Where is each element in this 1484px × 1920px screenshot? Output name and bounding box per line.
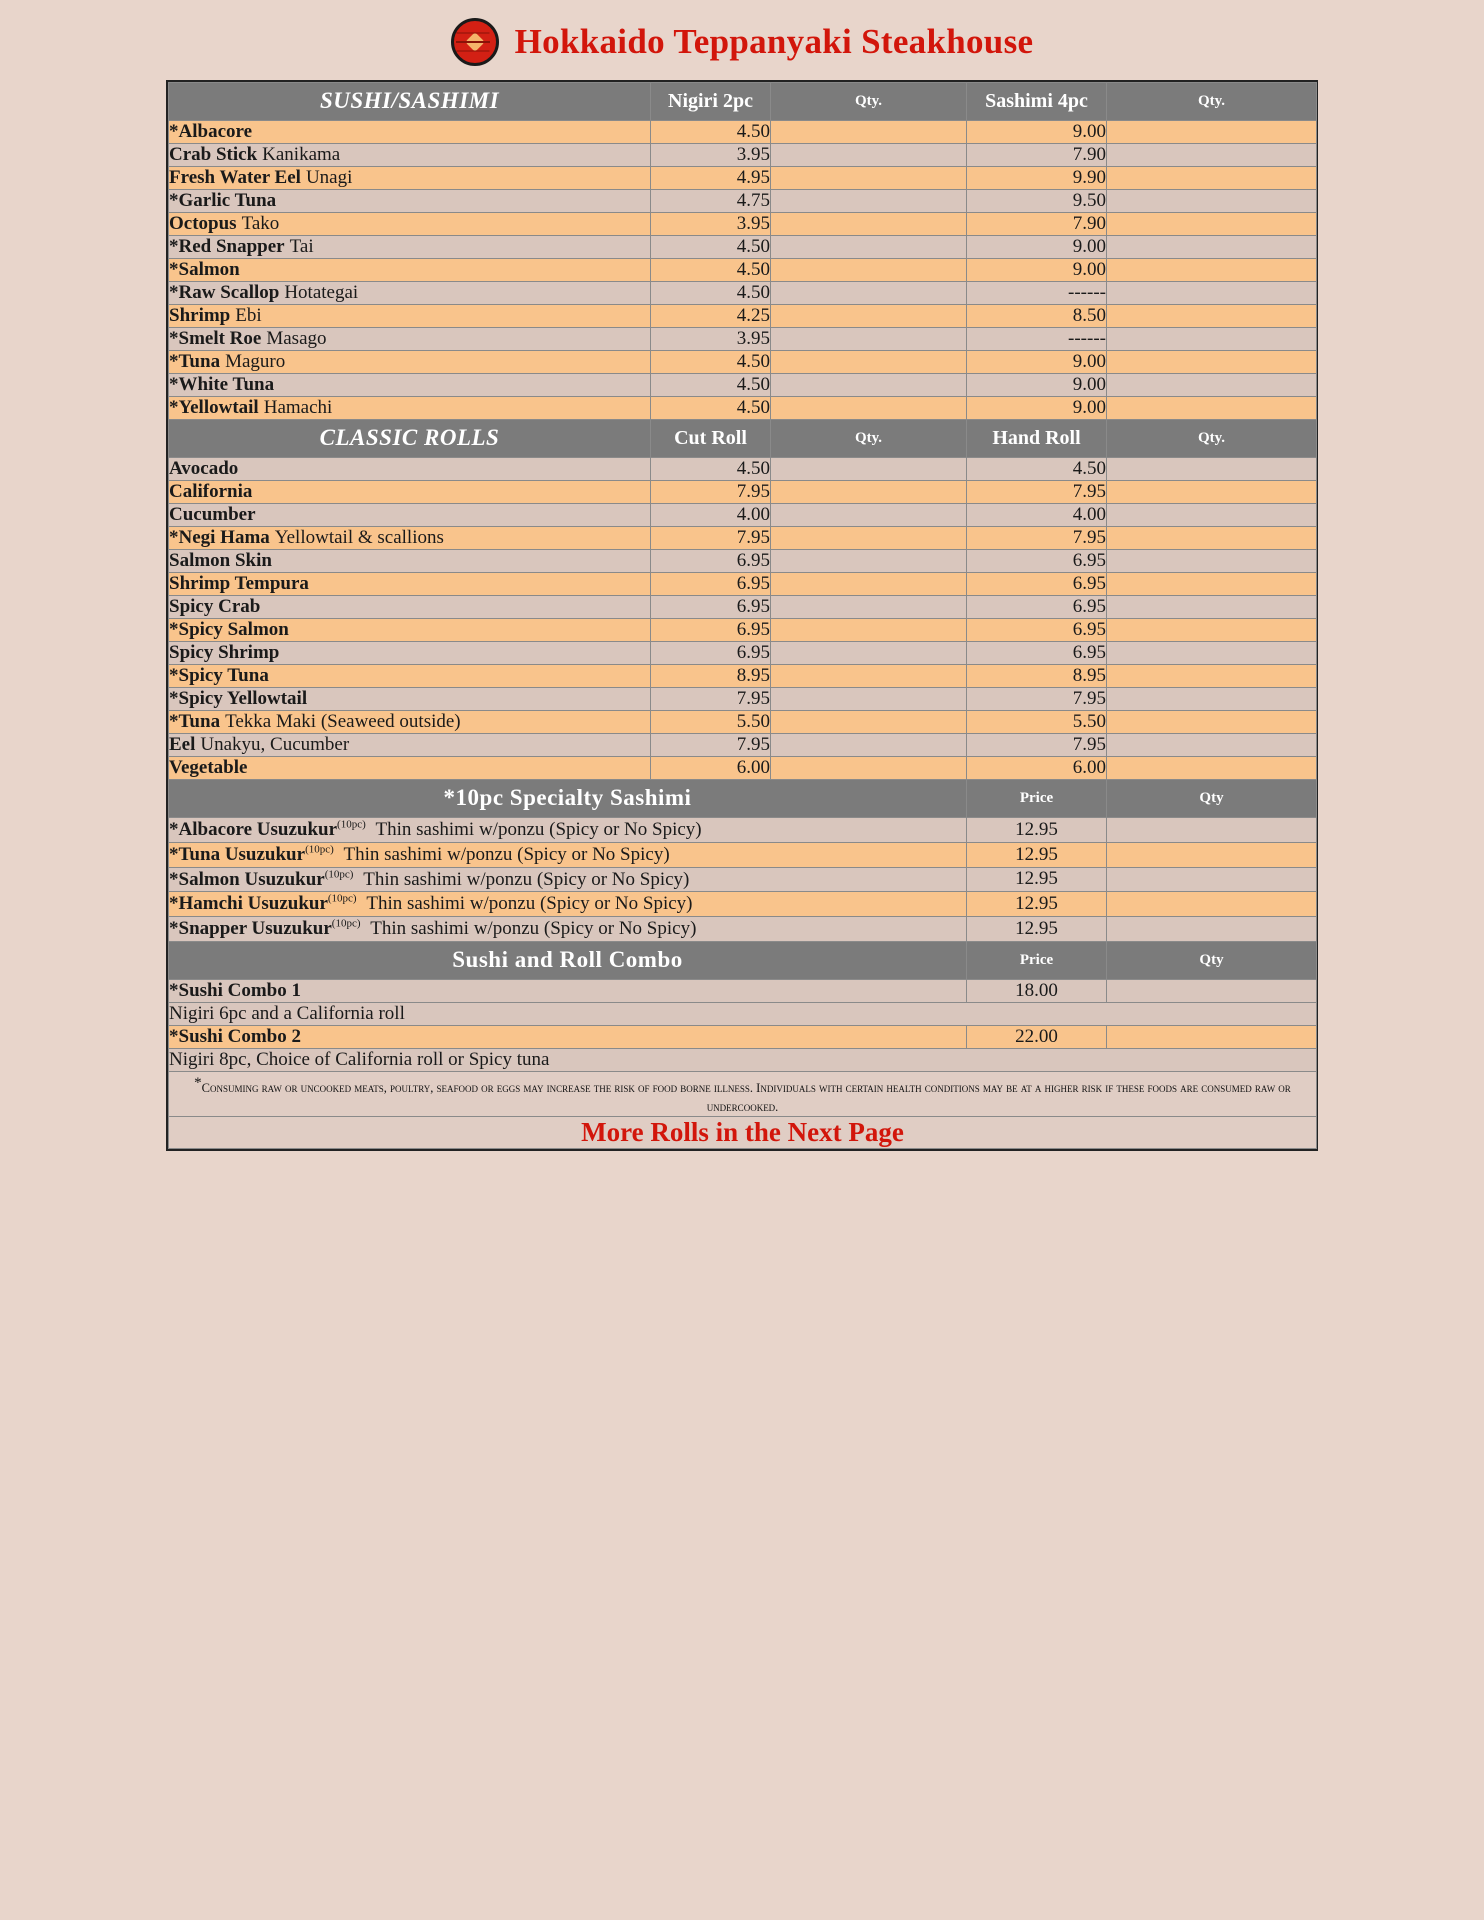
qty-input-nigiri[interactable] — [771, 328, 967, 351]
item-price-nigiri: 4.50 — [651, 374, 771, 397]
item-price-sashimi: 9.90 — [967, 167, 1107, 190]
item-price-hand-roll: 4.50 — [967, 458, 1107, 481]
qty-input-hand-roll[interactable] — [1107, 573, 1317, 596]
table-row — [169, 550, 1317, 573]
column-header-qty: Qty — [1107, 941, 1317, 979]
item-name: California — [169, 481, 651, 504]
column-header-qty-2: Qty. — [1107, 83, 1317, 121]
menu-frame — [166, 80, 1318, 1151]
page-header — [0, 18, 1484, 66]
qty-input-hand-roll[interactable] — [1107, 596, 1317, 619]
qty-input[interactable] — [1107, 979, 1317, 1002]
column-header-nigiri: Nigiri 2pc — [651, 83, 771, 121]
qty-input-hand-roll[interactable] — [1107, 665, 1317, 688]
item-price-sashimi: ------ — [967, 282, 1107, 305]
item-price-sashimi: 9.50 — [967, 190, 1107, 213]
item-price-cut-roll: 6.95 — [651, 596, 771, 619]
qty-input-hand-roll[interactable] — [1107, 711, 1317, 734]
item-price-cut-roll: 7.95 — [651, 734, 771, 757]
column-header-qty-1: Qty. — [771, 420, 967, 458]
item-price-cut-roll: 6.95 — [651, 619, 771, 642]
item-name: *Albacore — [169, 121, 651, 144]
table-row — [169, 979, 1317, 1002]
table-row — [169, 867, 1317, 892]
column-header-qty: Qty — [1107, 780, 1317, 818]
table-row — [169, 642, 1317, 665]
section-title: *10pc Specialty Sashimi — [169, 780, 967, 818]
qty-input-sashimi[interactable] — [1107, 351, 1317, 374]
item-name: Spicy Crab — [169, 596, 651, 619]
item-name: *Albacore Usuzukur$^{(10pc)}$ Thin sashimi w/ponzu (Spicy or No Spicy) — [169, 818, 967, 843]
item-price-hand-roll: 7.95 — [967, 734, 1107, 757]
item-price-nigiri: 4.50 — [651, 236, 771, 259]
qty-input-hand-roll[interactable] — [1107, 458, 1317, 481]
qty-input-sashimi[interactable] — [1107, 374, 1317, 397]
column-header-price: Price — [967, 780, 1107, 818]
qty-input-sashimi[interactable] — [1107, 213, 1317, 236]
qty-input-hand-roll[interactable] — [1107, 757, 1317, 780]
item-name: *Snapper Usuzukur$^{(10pc)}$ Thin sashimi w/ponzu (Spicy or No Spicy) — [169, 917, 967, 942]
table-row — [169, 190, 1317, 213]
qty-input-sashimi[interactable] — [1107, 144, 1317, 167]
item-name: Shrimp Tempura — [169, 573, 651, 596]
qty-input-sashimi[interactable] — [1107, 236, 1317, 259]
table-row — [169, 818, 1317, 843]
qty-input-hand-roll[interactable] — [1107, 481, 1317, 504]
item-price-hand-roll: 7.95 — [967, 481, 1107, 504]
qty-input-nigiri[interactable] — [771, 121, 967, 144]
table-row — [169, 596, 1317, 619]
item-price-hand-roll: 6.00 — [967, 757, 1107, 780]
table-row — [169, 481, 1317, 504]
combo-description: Nigiri 8pc, Choice of California roll or Spicy tuna — [169, 1048, 1317, 1071]
item-price-cut-roll: 6.95 — [651, 642, 771, 665]
item-price-nigiri: 3.95 — [651, 328, 771, 351]
item-price-nigiri: 3.95 — [651, 144, 771, 167]
item-price-hand-roll: 4.00 — [967, 504, 1107, 527]
item-price-nigiri: 4.25 — [651, 305, 771, 328]
item-name: *Salmon Usuzukur$^{(10pc)}$ Thin sashimi w/ponzu (Spicy or No Spicy) — [169, 867, 967, 892]
qty-input-hand-roll[interactable] — [1107, 504, 1317, 527]
item-name: Octopus Tako — [169, 213, 651, 236]
item-name: *Raw Scallop Hotategai — [169, 282, 651, 305]
combo-description-row — [169, 1048, 1317, 1071]
item-price-hand-roll: 6.95 — [967, 596, 1107, 619]
item-price-hand-roll: 7.95 — [967, 688, 1107, 711]
item-price-cut-roll: 8.95 — [651, 665, 771, 688]
item-name: *Hamchi Usuzukur$^{(10pc)}$ Thin sashimi w/ponzu (Spicy or No Spicy) — [169, 892, 967, 917]
qty-input-cut-roll[interactable] — [771, 550, 967, 573]
item-price-nigiri: 4.50 — [651, 259, 771, 282]
item-price-cut-roll: 7.95 — [651, 688, 771, 711]
item-price-nigiri: 4.50 — [651, 397, 771, 420]
table-row — [169, 665, 1317, 688]
item-price: 12.95 — [967, 867, 1107, 892]
table-row — [169, 892, 1317, 917]
qty-input-nigiri[interactable] — [771, 167, 967, 190]
footer-row — [169, 1117, 1317, 1149]
disclaimer-row — [169, 1071, 1317, 1117]
item-name: Avocado — [169, 458, 651, 481]
qty-input[interactable] — [1107, 818, 1317, 843]
item-price-cut-roll: 4.00 — [651, 504, 771, 527]
section-title: Sushi and Roll Combo — [169, 941, 967, 979]
section-header-sushi-sashimi — [169, 83, 1317, 121]
qty-input-nigiri[interactable] — [771, 282, 967, 305]
qty-input-hand-roll[interactable] — [1107, 550, 1317, 573]
item-name: Eel Unakyu, Cucumber — [169, 734, 651, 757]
item-price: 12.95 — [967, 917, 1107, 942]
qty-input-sashimi[interactable] — [1107, 305, 1317, 328]
section-title: SUSHI/SASHIMI — [169, 83, 651, 121]
qty-input-nigiri[interactable] — [771, 397, 967, 420]
table-row — [169, 527, 1317, 550]
item-name: Salmon Skin — [169, 550, 651, 573]
item-price-hand-roll: 7.95 — [967, 527, 1107, 550]
table-row — [169, 374, 1317, 397]
qty-input-cut-roll[interactable] — [771, 734, 967, 757]
item-name: *Sushi Combo 1 — [169, 979, 967, 1002]
table-row — [169, 259, 1317, 282]
item-name: *Garlic Tuna — [169, 190, 651, 213]
section-title: CLASSIC ROLLS — [169, 420, 651, 458]
item-name: Fresh Water Eel Unagi — [169, 167, 651, 190]
item-price-nigiri: 4.95 — [651, 167, 771, 190]
item-price-hand-roll: 8.95 — [967, 665, 1107, 688]
item-name: *Tuna Maguro — [169, 351, 651, 374]
item-price-hand-roll: 6.95 — [967, 573, 1107, 596]
item-price-hand-roll: 6.95 — [967, 619, 1107, 642]
item-price-cut-roll: 6.00 — [651, 757, 771, 780]
item-price-nigiri: 4.50 — [651, 121, 771, 144]
table-row — [169, 167, 1317, 190]
table-row — [169, 573, 1317, 596]
item-price-hand-roll: 6.95 — [967, 550, 1107, 573]
item-price-cut-roll: 6.95 — [651, 573, 771, 596]
table-row — [169, 236, 1317, 259]
qty-input-hand-roll[interactable] — [1107, 734, 1317, 757]
item-price: 22.00 — [967, 1025, 1107, 1048]
menu-table — [168, 82, 1317, 1149]
combo-description: Nigiri 6pc and a California roll — [169, 1002, 1317, 1025]
qty-input-cut-roll[interactable] — [771, 596, 967, 619]
item-price-sashimi: 8.50 — [967, 305, 1107, 328]
column-header-qty-1: Qty. — [771, 83, 967, 121]
qty-input[interactable] — [1107, 917, 1317, 942]
page-title: Hokkaido Teppanyaki Steakhouse — [514, 22, 1034, 61]
table-row — [169, 328, 1317, 351]
qty-input-cut-roll[interactable] — [771, 481, 967, 504]
combo-description-row — [169, 1002, 1317, 1025]
qty-input-nigiri[interactable] — [771, 236, 967, 259]
qty-input-sashimi[interactable] — [1107, 121, 1317, 144]
item-price-cut-roll: 7.95 — [651, 527, 771, 550]
qty-input-sashimi[interactable] — [1107, 328, 1317, 351]
item-price-cut-roll: 6.95 — [651, 550, 771, 573]
table-row — [169, 688, 1317, 711]
qty-input-nigiri[interactable] — [771, 144, 967, 167]
item-name: *Yellowtail Hamachi — [169, 397, 651, 420]
item-price-sashimi: 9.00 — [967, 121, 1107, 144]
qty-input-cut-roll[interactable] — [771, 642, 967, 665]
item-name: *Spicy Salmon — [169, 619, 651, 642]
qty-input-cut-roll[interactable] — [771, 711, 967, 734]
item-name: Spicy Shrimp — [169, 642, 651, 665]
item-price-sashimi: ------ — [967, 328, 1107, 351]
qty-input-hand-roll[interactable] — [1107, 642, 1317, 665]
next-page-note: More Rolls in the Next Page — [581, 1117, 904, 1148]
disclaimer-text: *Consuming raw or uncooked meats, poultry, seafood or eggs may increase the risk of food borne illness. Individuals with certain health conditions may be at a higher risk if these foods are consumed raw or undercooked. — [169, 1071, 1317, 1117]
section-header-specialty-sashimi — [169, 780, 1317, 818]
qty-input-hand-roll[interactable] — [1107, 619, 1317, 642]
item-name: *Smelt Roe Masago — [169, 328, 651, 351]
qty-input-sashimi[interactable] — [1107, 397, 1317, 420]
qty-input[interactable] — [1107, 892, 1317, 917]
qty-input-sashimi[interactable] — [1107, 259, 1317, 282]
qty-input-cut-roll[interactable] — [771, 665, 967, 688]
table-row — [169, 504, 1317, 527]
table-row — [169, 619, 1317, 642]
item-name: *Tuna Tekka Maki (Seaweed outside) — [169, 711, 651, 734]
item-price: 12.95 — [967, 842, 1107, 867]
qty-input-nigiri[interactable] — [771, 305, 967, 328]
item-price-hand-roll: 5.50 — [967, 711, 1107, 734]
table-row — [169, 282, 1317, 305]
section-header-combo — [169, 941, 1317, 979]
item-name: Vegetable — [169, 757, 651, 780]
qty-input-sashimi[interactable] — [1107, 282, 1317, 305]
qty-input-cut-roll[interactable] — [771, 458, 967, 481]
table-row — [169, 917, 1317, 942]
item-price-cut-roll: 4.50 — [651, 458, 771, 481]
qty-input[interactable] — [1107, 842, 1317, 867]
qty-input-nigiri[interactable] — [771, 259, 967, 282]
item-name: *White Tuna — [169, 374, 651, 397]
item-price-sashimi: 9.00 — [967, 351, 1107, 374]
item-price-cut-roll: 5.50 — [651, 711, 771, 734]
table-row — [169, 757, 1317, 780]
item-price-sashimi: 7.90 — [967, 213, 1107, 236]
column-header-hand-roll: Hand Roll — [967, 420, 1107, 458]
section-header-classic-rolls — [169, 420, 1317, 458]
table-row — [169, 734, 1317, 757]
qty-input-nigiri[interactable] — [771, 374, 967, 397]
item-name: *Spicy Tuna — [169, 665, 651, 688]
sushi-roll-icon — [451, 18, 499, 66]
table-row — [169, 1025, 1317, 1048]
table-row — [169, 305, 1317, 328]
table-row — [169, 397, 1317, 420]
item-price-cut-roll: 7.95 — [651, 481, 771, 504]
qty-input-cut-roll[interactable] — [771, 688, 967, 711]
qty-input-nigiri[interactable] — [771, 351, 967, 374]
asterisk-marker: * — [194, 1074, 202, 1091]
item-name: *Spicy Yellowtail — [169, 688, 651, 711]
column-header-sashimi: Sashimi 4pc — [967, 83, 1107, 121]
item-price-nigiri: 4.50 — [651, 351, 771, 374]
item-price-hand-roll: 6.95 — [967, 642, 1107, 665]
column-header-price: Price — [967, 941, 1107, 979]
qty-input-cut-roll[interactable] — [771, 504, 967, 527]
item-price-sashimi: 9.00 — [967, 259, 1107, 282]
qty-input-cut-roll[interactable] — [771, 573, 967, 596]
item-name: *Sushi Combo 2 — [169, 1025, 967, 1048]
qty-input-cut-roll[interactable] — [771, 619, 967, 642]
qty-input-sashimi[interactable] — [1107, 167, 1317, 190]
item-price-sashimi: 7.90 — [967, 144, 1107, 167]
qty-input-nigiri[interactable] — [771, 190, 967, 213]
item-name: Shrimp Ebi — [169, 305, 651, 328]
table-row — [169, 842, 1317, 867]
item-price-nigiri: 4.75 — [651, 190, 771, 213]
item-price: 12.95 — [967, 818, 1107, 843]
table-row — [169, 351, 1317, 374]
item-name: Crab Stick Kanikama — [169, 144, 651, 167]
table-row — [169, 458, 1317, 481]
qty-input-sashimi[interactable] — [1107, 190, 1317, 213]
table-row — [169, 144, 1317, 167]
qty-input-cut-roll[interactable] — [771, 757, 967, 780]
item-name: *Red Snapper Tai — [169, 236, 651, 259]
table-row — [169, 711, 1317, 734]
table-row — [169, 213, 1317, 236]
qty-input-hand-roll[interactable] — [1107, 527, 1317, 550]
item-price-sashimi: 9.00 — [967, 397, 1107, 420]
item-price-nigiri: 4.50 — [651, 282, 771, 305]
qty-input-nigiri[interactable] — [771, 213, 967, 236]
item-name: *Salmon — [169, 259, 651, 282]
qty-input-hand-roll[interactable] — [1107, 688, 1317, 711]
qty-input[interactable] — [1107, 867, 1317, 892]
item-price-nigiri: 3.95 — [651, 213, 771, 236]
qty-input[interactable] — [1107, 1025, 1317, 1048]
item-name: Cucumber — [169, 504, 651, 527]
item-price-sashimi: 9.00 — [967, 374, 1107, 397]
column-header-qty-2: Qty. — [1107, 420, 1317, 458]
qty-input-cut-roll[interactable] — [771, 527, 967, 550]
table-row — [169, 121, 1317, 144]
item-name: *Tuna Usuzukur$^{(10pc)}$ Thin sashimi w/ponzu (Spicy or No Spicy) — [169, 842, 967, 867]
item-name: *Negi Hama Yellowtail & scallions — [169, 527, 651, 550]
item-price-sashimi: 9.00 — [967, 236, 1107, 259]
item-price: 18.00 — [967, 979, 1107, 1002]
item-price: 12.95 — [967, 892, 1107, 917]
column-header-cut-roll: Cut Roll — [651, 420, 771, 458]
